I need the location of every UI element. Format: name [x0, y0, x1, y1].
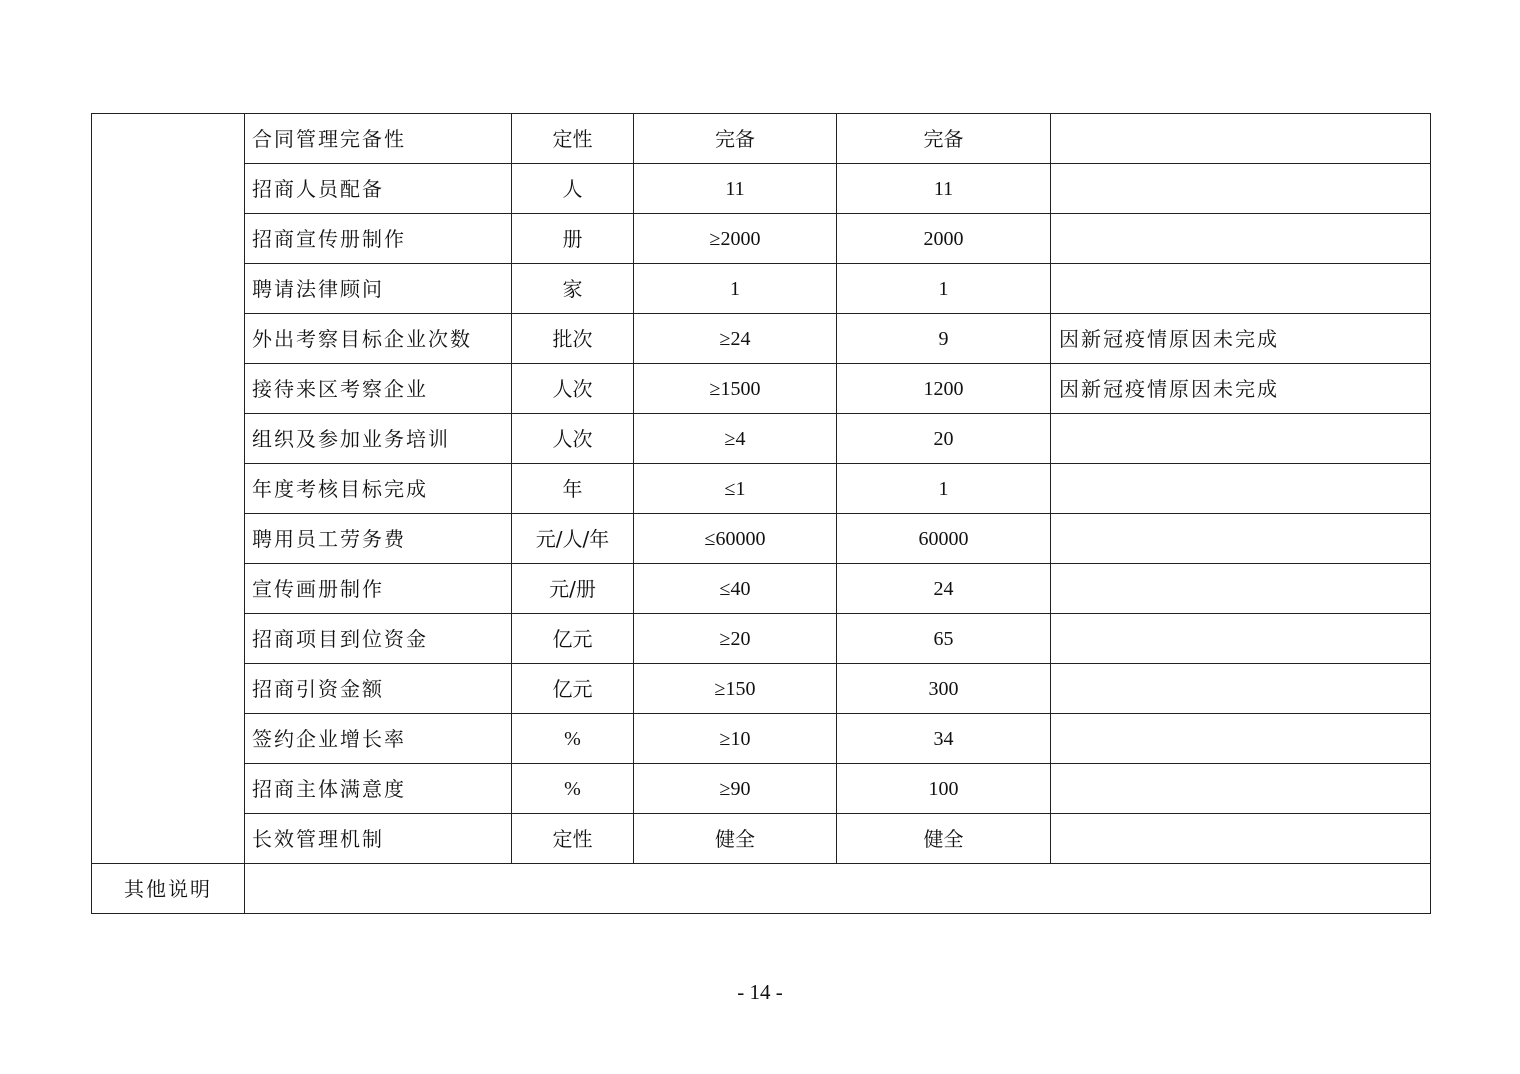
indicator-name: 聘请法律顾问	[245, 264, 512, 314]
indicator-actual: 健全	[837, 814, 1051, 864]
indicator-actual: 300	[837, 664, 1051, 714]
indicator-target: 1	[634, 264, 837, 314]
table-body	[92, 114, 1431, 914]
indicator-unit: 亿元	[512, 664, 634, 714]
indicator-name: 宣传画册制作	[245, 564, 512, 614]
indicator-target: ≥1500	[634, 364, 837, 414]
indicator-target: 健全	[634, 814, 837, 864]
indicator-name: 签约企业增长率	[245, 714, 512, 764]
table-row	[92, 714, 1431, 764]
indicator-note	[1051, 114, 1431, 164]
indicator-target: ≤60000	[634, 514, 837, 564]
indicator-unit: 人次	[512, 414, 634, 464]
table-row	[92, 464, 1431, 514]
indicator-target: ≥2000	[634, 214, 837, 264]
indicator-actual: 9	[837, 314, 1051, 364]
indicator-note: 因新冠疫情原因未完成	[1051, 314, 1431, 364]
indicator-note	[1051, 614, 1431, 664]
indicator-note	[1051, 564, 1431, 614]
table-row	[92, 614, 1431, 664]
indicator-name: 招商引资金额	[245, 664, 512, 714]
indicator-unit: 元/人/年	[512, 514, 634, 564]
indicator-note	[1051, 714, 1431, 764]
indicator-name: 招商主体满意度	[245, 764, 512, 814]
indicator-name: 外出考察目标企业次数	[245, 314, 512, 364]
table-row	[92, 314, 1431, 364]
indicator-actual: 60000	[837, 514, 1051, 564]
other-notes-label: 其他说明	[92, 864, 245, 914]
table-row	[92, 764, 1431, 814]
indicator-unit: 年	[512, 464, 634, 514]
indicator-unit: 元/册	[512, 564, 634, 614]
indicator-unit: %	[512, 714, 634, 764]
indicator-actual: 100	[837, 764, 1051, 814]
indicator-unit: 家	[512, 264, 634, 314]
indicator-target: ≥150	[634, 664, 837, 714]
indicator-name: 聘用员工劳务费	[245, 514, 512, 564]
table-row	[92, 164, 1431, 214]
indicator-note	[1051, 414, 1431, 464]
indicator-actual: 11	[837, 164, 1051, 214]
indicator-actual: 65	[837, 614, 1051, 664]
indicator-target: ≥24	[634, 314, 837, 364]
indicator-note	[1051, 164, 1431, 214]
indicator-name: 合同管理完备性	[245, 114, 512, 164]
table-row	[92, 414, 1431, 464]
table-row	[92, 564, 1431, 614]
table-row	[92, 114, 1431, 164]
indicator-target: ≥10	[634, 714, 837, 764]
indicator-name: 招商人员配备	[245, 164, 512, 214]
indicator-note	[1051, 814, 1431, 864]
indicator-unit: 人	[512, 164, 634, 214]
indicator-target: ≥90	[634, 764, 837, 814]
indicator-target: ≥20	[634, 614, 837, 664]
indicator-target: 完备	[634, 114, 837, 164]
indicator-unit: 批次	[512, 314, 634, 364]
indicator-unit: 定性	[512, 814, 634, 864]
indicator-name: 招商项目到位资金	[245, 614, 512, 664]
table-row	[92, 364, 1431, 414]
indicator-note	[1051, 764, 1431, 814]
indicator-name: 长效管理机制	[245, 814, 512, 864]
indicator-target: ≥4	[634, 414, 837, 464]
indicator-actual: 1	[837, 264, 1051, 314]
indicator-unit: 亿元	[512, 614, 634, 664]
indicator-actual: 20	[837, 414, 1051, 464]
indicator-note	[1051, 214, 1431, 264]
table-row	[92, 814, 1431, 864]
table-row	[92, 264, 1431, 314]
indicator-actual: 24	[837, 564, 1051, 614]
category-cell	[92, 114, 245, 864]
indicator-actual: 34	[837, 714, 1051, 764]
indicator-name: 年度考核目标完成	[245, 464, 512, 514]
indicator-actual: 1	[837, 464, 1051, 514]
indicator-unit: 册	[512, 214, 634, 264]
other-notes-row	[92, 864, 1431, 914]
indicator-unit: %	[512, 764, 634, 814]
indicator-unit: 人次	[512, 364, 634, 414]
indicator-target: ≤40	[634, 564, 837, 614]
indicator-target: ≤1	[634, 464, 837, 514]
other-notes-value	[245, 864, 1431, 914]
indicator-note	[1051, 664, 1431, 714]
indicator-name: 组织及参加业务培训	[245, 414, 512, 464]
indicator-unit: 定性	[512, 114, 634, 164]
performance-table	[91, 113, 1431, 914]
indicator-name: 招商宣传册制作	[245, 214, 512, 264]
indicator-actual: 完备	[837, 114, 1051, 164]
table-row	[92, 214, 1431, 264]
indicator-actual: 2000	[837, 214, 1051, 264]
table-row	[92, 514, 1431, 564]
indicator-target: 11	[634, 164, 837, 214]
indicator-actual: 1200	[837, 364, 1051, 414]
page-number: - 14 -	[737, 980, 783, 1004]
indicator-name: 接待来区考察企业	[245, 364, 512, 414]
indicator-note: 因新冠疫情原因未完成	[1051, 364, 1431, 414]
indicator-note	[1051, 264, 1431, 314]
table-row	[92, 664, 1431, 714]
indicator-note	[1051, 464, 1431, 514]
indicator-note	[1051, 514, 1431, 564]
